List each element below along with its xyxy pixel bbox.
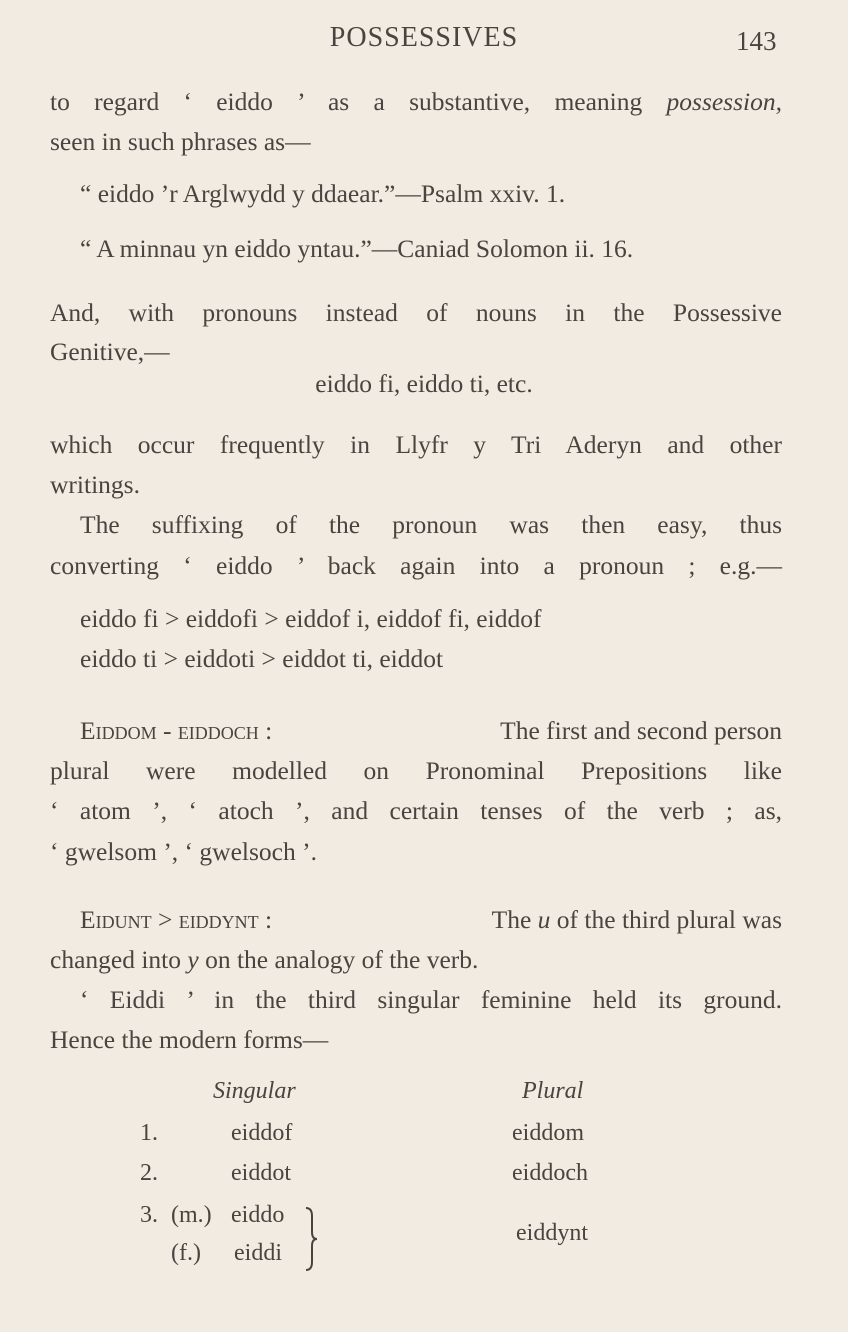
para1-line2: seen in such phrases as— [50,127,311,156]
derivation-row-1: eiddo fi > eiddofi > eiddof i, eiddof fi, eiddof [80,604,542,633]
singular-form: eiddof [231,1120,293,1146]
para7-line2: Hence the modern forms— [50,1025,329,1054]
gender-label-feminine: (f.) [171,1240,201,1266]
plural-form: eiddoch [512,1160,588,1186]
page-number: 143 [736,26,777,56]
section-heading-eidunt: Eidunt > eiddynt : [80,905,273,934]
para4-line2: converting ‘ eiddo ’ back again into a pronoun ; e.g.— [50,551,782,580]
para5-line3: ‘ atom ’, ‘ atoch ’, and certain tenses of the verb ; as, [50,796,782,825]
row-number: 3. [140,1202,158,1228]
para2-line1: And, with pronouns instead of nouns in the Possessive [50,298,782,327]
plural-form: eiddom [512,1120,584,1146]
grouping-brace [302,1206,322,1272]
para5-line1-text: The first and second person [500,716,782,745]
para5-line2: plural were modelled on Pronominal Prepositions like [50,756,782,785]
column-header-singular: Singular [213,1078,296,1104]
singular-form-masculine: eiddo [231,1202,285,1228]
para6-line2: changed into y on the analogy of the verb. [50,945,479,974]
quote-caniad: “ A minnau yn eiddo yntau.”—Caniad Solomon ii. 16. [80,234,634,263]
plural-form-third: eiddynt [516,1220,588,1246]
para2-line2: Genitive,— [50,337,170,366]
example-phrases: eiddo fi, eiddo ti, etc. [315,369,533,398]
quote-psalm: “ eiddo ’r Arglwydd y ddaear.”—Psalm xxiv. 1. [80,179,566,208]
para7-line1: ‘ Eiddi ’ in the third singular feminine held its ground. [80,985,782,1014]
derivation-row-2: eiddo ti > eiddoti > eiddot ti, eiddot [80,644,444,673]
row-number: 1. [140,1120,158,1146]
para5-line1 [80,715,782,747]
para1-line1: to regard ‘ eiddo ’ as a substantive, meaning possession, [50,87,782,116]
running-header: POSSESSIVES [329,22,519,53]
singular-form: eiddot [231,1160,291,1186]
singular-form-feminine: eiddi [234,1240,282,1266]
para5-line4: ‘ gwelsom ’, ‘ gwelsoch ’. [50,837,317,866]
gender-label-masculine: (m.) [171,1202,212,1228]
column-header-plural: Plural [522,1078,584,1104]
para6-line1 [80,904,782,936]
row-number: 2. [140,1160,158,1186]
para3-line2: writings. [50,470,140,499]
section-heading-eiddom: Eiddom - eiddoch : [80,716,273,745]
para4-line1: The suffixing of the pronoun was then easy, thus [80,510,782,539]
para6-line1-text: The u of the third plural was [491,905,782,934]
emphasis-possession: possession, [666,87,782,116]
para3-line1: which occur frequently in Llyfr y Tri Aderyn and other [50,430,782,459]
